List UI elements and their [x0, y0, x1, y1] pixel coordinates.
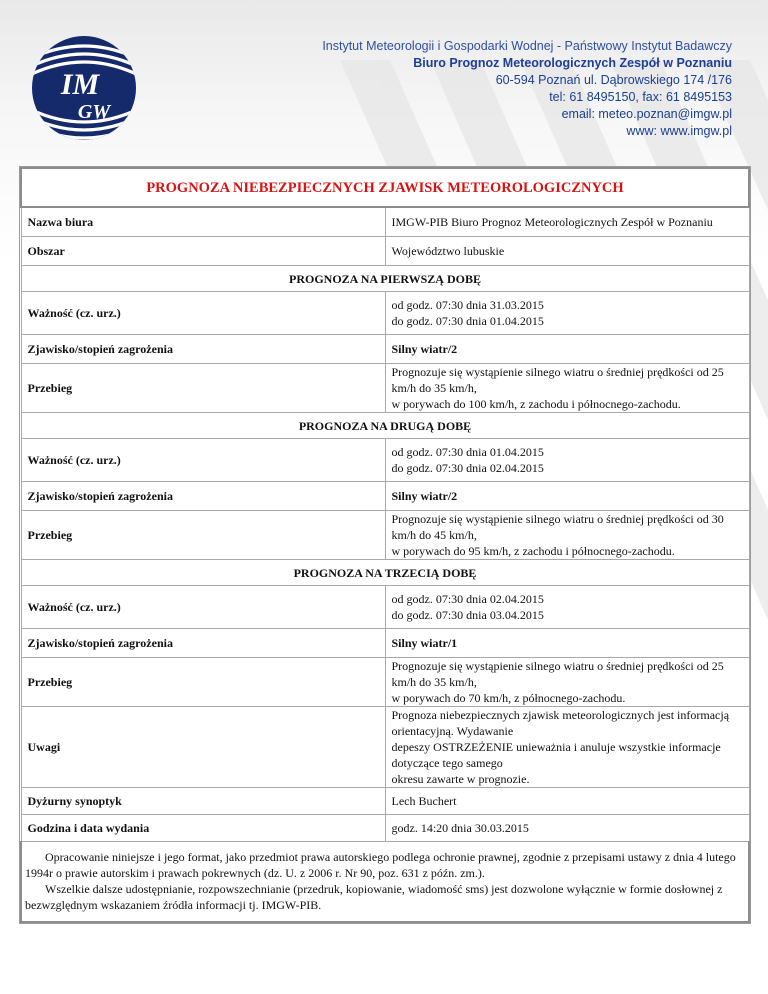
- day2-validity-value: [385, 439, 749, 482]
- day3-validity-from: od godz. 07:30 dnia 02.04.2015: [391, 592, 544, 606]
- day3-course-line2: w porywach do 70 km/h, z północnego-zachodu.: [391, 691, 626, 705]
- office-address: 60-594 Poznań ul. Dąbrowskiego 174 /176: [495, 73, 732, 87]
- issued-label: Godzina i data wydania: [21, 815, 385, 842]
- area-row: [21, 237, 749, 266]
- day1-validity-to: do godz. 07:30 dnia 01.04.2015: [391, 314, 544, 328]
- day3-phenomenon-value: Silny wiatr/1: [385, 629, 749, 658]
- day3-validity-to: do godz. 07:30 dnia 03.04.2015: [391, 608, 544, 622]
- day3-course-row: [21, 658, 749, 707]
- day2-course-line1: Prognozuje się wystąpienie silnego wiatru o średniej prędkości od 30 km/h do 45 km/h,: [391, 512, 724, 542]
- document-title: PROGNOZA NIEBEZPIECZNYCH ZJAWISK METEOROLOGICZNYCH: [21, 168, 749, 207]
- forecast-document: [19, 166, 751, 924]
- remarks-line3: okresu zawarte w prognozie.: [391, 772, 530, 786]
- forecast-table: [20, 167, 750, 923]
- day2-course-label: Przebieg: [21, 511, 385, 560]
- day2-phenomenon-row: [21, 482, 749, 511]
- day2-course-value: [385, 511, 749, 560]
- day2-phenomenon-label: Zjawisko/stopień zagrożenia: [21, 482, 385, 511]
- remarks-row: [21, 707, 749, 788]
- remarks-line1: Prognoza niebezpiecznych zjawisk meteorologicznych jest informacją orientacyjną. Wydawanie: [391, 708, 730, 738]
- day1-course-label: Przebieg: [21, 364, 385, 413]
- day3-phenomenon-row: [21, 629, 749, 658]
- office-row: [21, 207, 749, 237]
- copyright-notice: [21, 842, 749, 923]
- office-label: Nazwa biura: [21, 207, 385, 237]
- copyright-paragraph: Opracowanie niniejsze i jego format, jako przedmiot prawa autorskiego podlega ochronie prawnej, zgodnie z przepisami ustawy z dnia 4 lutego 1994r o prawie autorskim i prawach pokrewnych (dz. U. z 2006 r. Nr 90, poz. 631 z późn. zm.).: [25, 850, 736, 880]
- institute-contact-block: [322, 38, 732, 140]
- day1-validity-value: [385, 292, 749, 335]
- day2-validity-label: Ważność (cz. urz.): [21, 439, 385, 482]
- day3-validity-label: Ważność (cz. urz.): [21, 586, 385, 629]
- remarks-label: Uwagi: [21, 707, 385, 788]
- day1-course-value: [385, 364, 749, 413]
- area-value: Województwo lubuskie: [385, 237, 749, 266]
- issued-value: godz. 14:20 dnia 30.03.2015: [385, 815, 749, 842]
- distribution-paragraph: Wszelkie dalsze udostępnianie, rozpowszechnianie (przedruk, kopiowanie, wiadomość sms) jest dozwolone wyłącznie w formie dosłownej z bezwzględnym wskazaniem źródła informacji tj. IMGW-PIB.: [25, 882, 723, 912]
- forecaster-value: Lech Buchert: [385, 788, 749, 815]
- day1-phenomenon-value: Silny wiatr/2: [385, 335, 749, 364]
- office-phone: tel: 61 8495150, fax: 61 8495153: [549, 90, 732, 104]
- day1-phenomenon-row: [21, 335, 749, 364]
- office-website[interactable]: www: www.imgw.pl: [626, 124, 732, 138]
- day1-course-row: [21, 364, 749, 413]
- remarks-line2: depeszy OSTRZEŻENIE unieważnia i anuluje wszystkie informacje dotyczące tego samego: [391, 740, 721, 770]
- logo-text-bottom: GW: [77, 101, 111, 123]
- day1-validity-label: Ważność (cz. urz.): [21, 292, 385, 335]
- imgw-logo: [30, 34, 138, 142]
- day2-phenomenon-value: Silny wiatr/2: [385, 482, 749, 511]
- forecaster-label: Dyżurny synoptyk: [21, 788, 385, 815]
- logo-text-top: IM: [60, 68, 100, 101]
- day3-heading: PROGNOZA NA TRZECIĄ DOBĘ: [21, 560, 749, 586]
- day1-heading: PROGNOZA NA PIERWSZĄ DOBĘ: [21, 266, 749, 292]
- office-value: IMGW-PIB Biuro Prognoz Meteorologicznych Zespół w Poznaniu: [385, 207, 749, 237]
- day1-validity-from: od godz. 07:30 dnia 31.03.2015: [391, 298, 544, 312]
- remarks-value: [385, 707, 749, 788]
- page-header: [0, 0, 768, 160]
- day2-validity-to: do godz. 07:30 dnia 02.04.2015: [391, 461, 544, 475]
- day1-phenomenon-label: Zjawisko/stopień zagrożenia: [21, 335, 385, 364]
- institute-name: Instytut Meteorologii i Gospodarki Wodnej - Państwowy Instytut Badawczy: [322, 39, 732, 53]
- day1-course-line1: Prognozuje się wystąpienie silnego wiatru o średniej prędkości od 25 km/h do 35 km/h,: [391, 365, 724, 395]
- office-name: Biuro Prognoz Meteorologicznych Zespół w Poznaniu: [413, 56, 732, 70]
- day2-validity-row: [21, 439, 749, 482]
- day2-validity-from: od godz. 07:30 dnia 01.04.2015: [391, 445, 544, 459]
- area-label: Obszar: [21, 237, 385, 266]
- day2-heading: PROGNOZA NA DRUGĄ DOBĘ: [21, 413, 749, 439]
- day3-validity-value: [385, 586, 749, 629]
- day2-course-row: [21, 511, 749, 560]
- day3-course-line1: Prognozuje się wystąpienie silnego wiatru o średniej prędkości od 25 km/h do 35 km/h,: [391, 659, 724, 689]
- forecaster-row: [21, 788, 749, 815]
- day3-phenomenon-label: Zjawisko/stopień zagrożenia: [21, 629, 385, 658]
- day1-course-line2: w porywach do 100 km/h, z zachodu i północnego-zachodu.: [391, 397, 681, 411]
- day3-course-label: Przebieg: [21, 658, 385, 707]
- office-email[interactable]: email: meteo.poznan@imgw.pl: [561, 107, 732, 121]
- day2-course-line2: w porywach do 95 km/h, z zachodu i północnego-zachodu.: [391, 544, 675, 558]
- issued-row: [21, 815, 749, 842]
- day3-validity-row: [21, 586, 749, 629]
- day1-validity-row: [21, 292, 749, 335]
- day3-course-value: [385, 658, 749, 707]
